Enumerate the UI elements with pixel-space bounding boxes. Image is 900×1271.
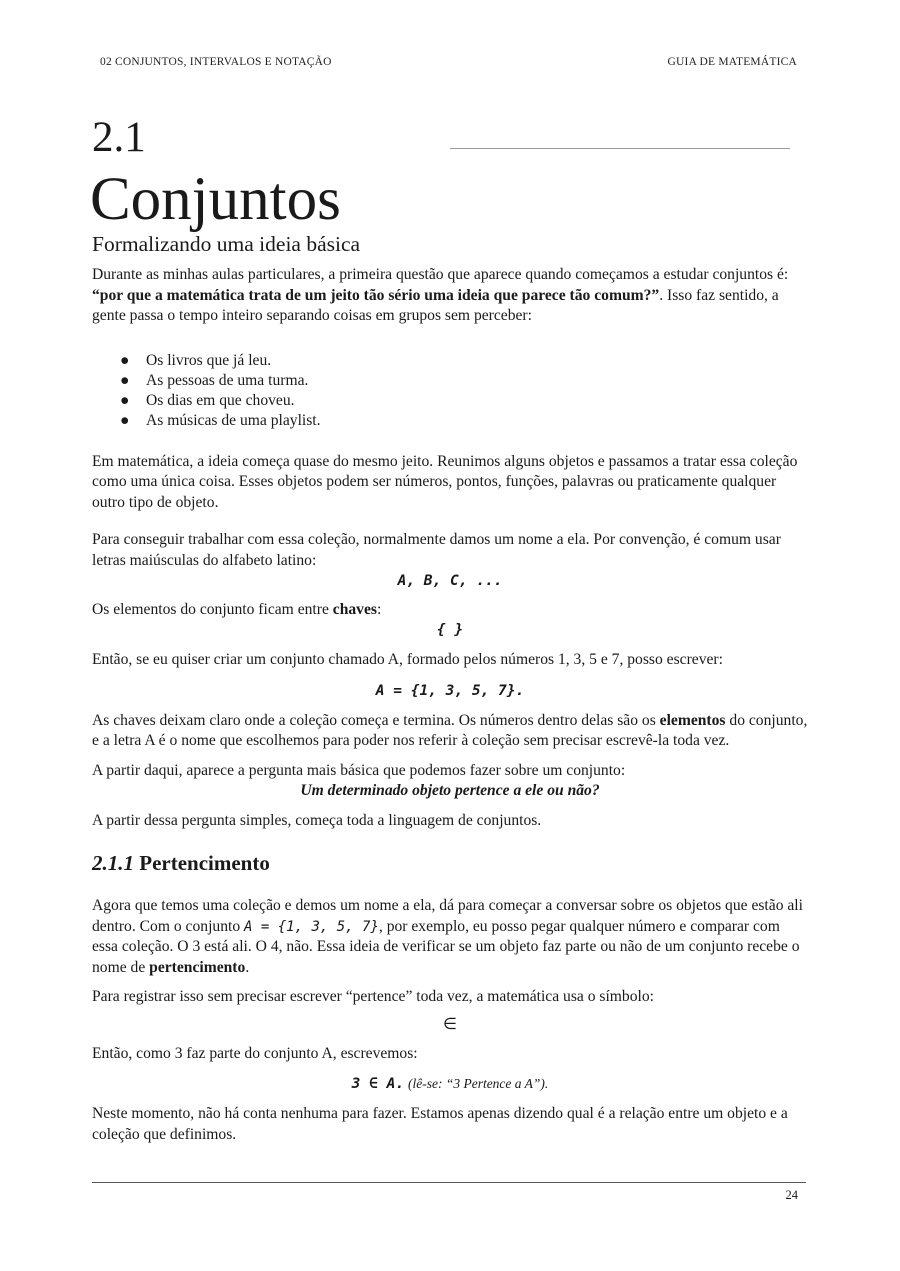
example-list xyxy=(92,351,808,431)
paragraph: Então, se eu quiser criar um conjunto chamado A, formado pelos números 1, 3, 5 e 7, posso escrever: xyxy=(92,650,723,668)
formula-membership xyxy=(92,1074,808,1095)
formula-text: A, B, C, ... xyxy=(397,573,503,589)
paragraph: Em matemática, a ideia começa quase do mesmo jeito. Reunimos alguns objetos e passamos a tratar essa coleção como uma única coisa. Esses objetos podem ser números, pontos, funções, palavras ou praticamente qualquer outro tipo de objeto. xyxy=(92,452,798,511)
paragraph: Neste momento, não há conta nenhuma para fazer. Estamos apenas dizendo qual é a relação entre um objeto e a coleção que definimos. xyxy=(92,1105,788,1143)
intro-question-bold: “por que a matemática trata de um jeito tão sério uma ideia que parece tão comum?” xyxy=(92,286,660,304)
formula-text: { } xyxy=(436,622,464,638)
section-title: Conjuntos xyxy=(90,166,341,233)
subsection-title: Pertencimento xyxy=(139,851,270,875)
paragraph xyxy=(92,711,808,752)
list-item-text: As pessoas de uma turma. xyxy=(146,371,309,389)
bold-term: elementos xyxy=(659,711,726,729)
text: do conjunto, e a letra A é o nome que escolhemos para poder nos referir à coleção sem precisar escrevê-la toda vez. xyxy=(92,711,808,749)
list-item-text: As músicas de uma playlist. xyxy=(146,411,321,429)
text: . xyxy=(245,958,250,976)
list-item-text: Os livros que já leu. xyxy=(146,351,272,369)
paragraph xyxy=(92,896,808,978)
element-of-symbol: ∈ xyxy=(443,1013,457,1033)
formula-set xyxy=(92,681,808,702)
formula-text: A = {1, 3, 5, 7}. xyxy=(375,683,525,699)
section-number: 2.1 xyxy=(92,114,146,161)
section-divider xyxy=(450,148,790,149)
intro-text-start: Durante as minhas aulas particulares, a primeira questão que aparece quando começamos a estudar conjuntos é: xyxy=(92,266,789,283)
subsection-heading xyxy=(92,849,808,877)
bullet-icon: ● xyxy=(120,391,130,409)
text: Os elementos do conjunto ficam entre xyxy=(92,600,333,618)
bullet-icon: ● xyxy=(120,351,130,369)
paragraph xyxy=(92,600,808,621)
header-chapter-label: 02 CONJUNTOS, INTERVALOS E NOTAÇÃO xyxy=(100,56,332,68)
body-text xyxy=(92,265,808,1145)
formula-symbol xyxy=(92,1014,808,1036)
bullet-icon: ● xyxy=(120,371,130,389)
bullet-icon: ● xyxy=(120,411,130,429)
paragraph: Para conseguir trabalhar com essa coleção, normalmente damos um nome a ela. Por convenção, é comum usar letras maiúsculas do alfabeto latino: xyxy=(92,531,781,569)
paragraph: Então, como 3 faz parte do conjunto A, escrevemos: xyxy=(92,1045,418,1062)
reading-note: (lê-se: “3 Pertence a A”). xyxy=(407,1075,549,1091)
list-item xyxy=(92,411,808,431)
list-item xyxy=(92,371,808,391)
text: Agora que temos uma coleção e demos um nome a ela, dá para começar a conversar sobre os objetos que estão ali dentro. Com o conjunto xyxy=(92,897,803,935)
footer-divider xyxy=(92,1182,806,1183)
inline-formula: A = {1, 3, 5, 7} xyxy=(244,918,379,935)
text: : xyxy=(376,600,382,618)
page-number: 24 xyxy=(785,1188,798,1202)
paragraph: A partir dessa pergunta simples, começa toda a linguagem de conjuntos. xyxy=(92,811,542,829)
list-item-text: Os dias em que choveu. xyxy=(146,391,295,409)
header-book-title: GUIA DE MATEMÁTICA xyxy=(667,56,797,68)
formula-braces xyxy=(92,620,808,641)
text: As chaves deixam claro onde a coleção começa e termina. Os números dentro delas são os xyxy=(92,711,660,729)
text: , por exemplo, eu posso pegar qualquer número e comparar com essa coleção. O 3 está ali. O 4, não. Essa ideia de verificar se um objeto faz parte ou não de um conjunto recebe o nome de xyxy=(92,917,800,976)
bold-term: chaves xyxy=(332,600,377,618)
intro-text-end: . Isso faz sentido, a gente passa o tempo inteiro separando coisas em grupos sem perceber: xyxy=(92,286,779,324)
bold-term: pertencimento xyxy=(149,958,246,976)
paragraph: Para registrar isso sem precisar escrever “pertence” toda vez, a matemática usa o símbolo: xyxy=(92,988,654,1005)
key-question: Um determinado objeto pertence a ele ou não? xyxy=(300,782,600,799)
list-item xyxy=(92,391,808,411)
section-subtitle: Formalizando uma ideia básica xyxy=(92,232,361,256)
subsection-number: 2.1.1 xyxy=(92,851,134,875)
paragraph: A partir daqui, aparece a pergunta mais básica que podemos fazer sobre um conjunto: xyxy=(92,761,626,779)
intro-paragraph xyxy=(92,265,808,327)
list-item xyxy=(92,351,808,371)
formula-text: 3 ∈ A. xyxy=(351,1075,405,1092)
formula-letters xyxy=(92,571,808,592)
